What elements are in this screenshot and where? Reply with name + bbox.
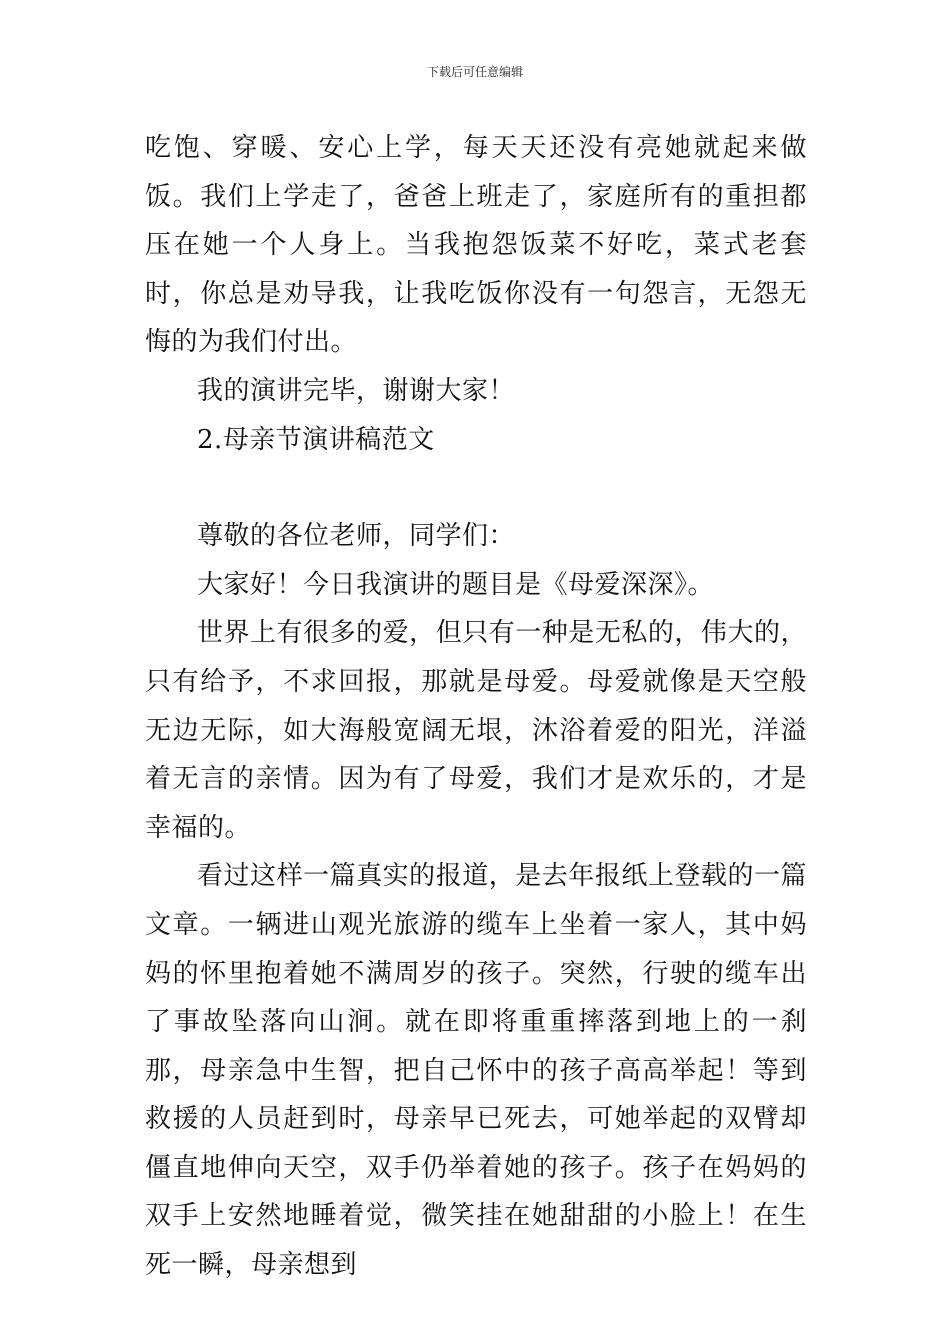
page-header-note: 下载后可任意编辑: [426, 65, 523, 79]
paragraph-body: 世界上有很多的爱，但只有一种是无私的，伟大的，只有给予，不求回报，那就是母爱。母爱就像是天空般无边无际，如大海般宽阔无垠，沐浴着爱的阳光，洋溢着无言的亲情。因为有了母爱，我们才是欢乐的，才是幸福的。: [145, 618, 807, 843]
paragraph-salutation: 尊敬的各位老师，同学们：: [197, 521, 516, 552]
paragraph-continuation: 吃饱、穿暖、安心上学，每天天还没有亮她就起来做饭。我们上学走了，爸爸上班走了，家庭所有的重担都压在她一个人身上。当我抱怨饭菜不好吃，菜式老套时，你总是劝导我，让我吃饭你没有一句怨言，无怨无悔的为我们付出。: [145, 133, 807, 358]
section-heading: 2.母亲节演讲稿范文: [197, 424, 435, 455]
paragraph-closing: 我的演讲完毕，谢谢大家！: [197, 375, 516, 406]
blank-line: [145, 464, 807, 512]
paragraph-story: 看过这样一篇真实的报道，是去年报纸上登载的一篇文章。一辆进山观光旅游的缆车上坐着一家人，其中妈妈的怀里抱着她不满周岁的孩子。突然，行驶的缆车出了事故坠落向山涧。就在即将重重摔落到地上的一刹那，母亲急中生智，把自己怀中的孩子高高举起！等到救援的人员赶到时，母亲早已死去，可她举起的双臂却僵直地伸向天空，双手仍举着她的孩子。孩子在妈妈的双手上安然地睡着觉，微笑挂在她甜甜的小脸上！在生死一瞬，母亲想到: [145, 861, 807, 1281]
document-body: [145, 124, 807, 1290]
paragraph-greeting: 大家好！今日我演讲的题目是《母爱深深》。: [197, 569, 715, 600]
